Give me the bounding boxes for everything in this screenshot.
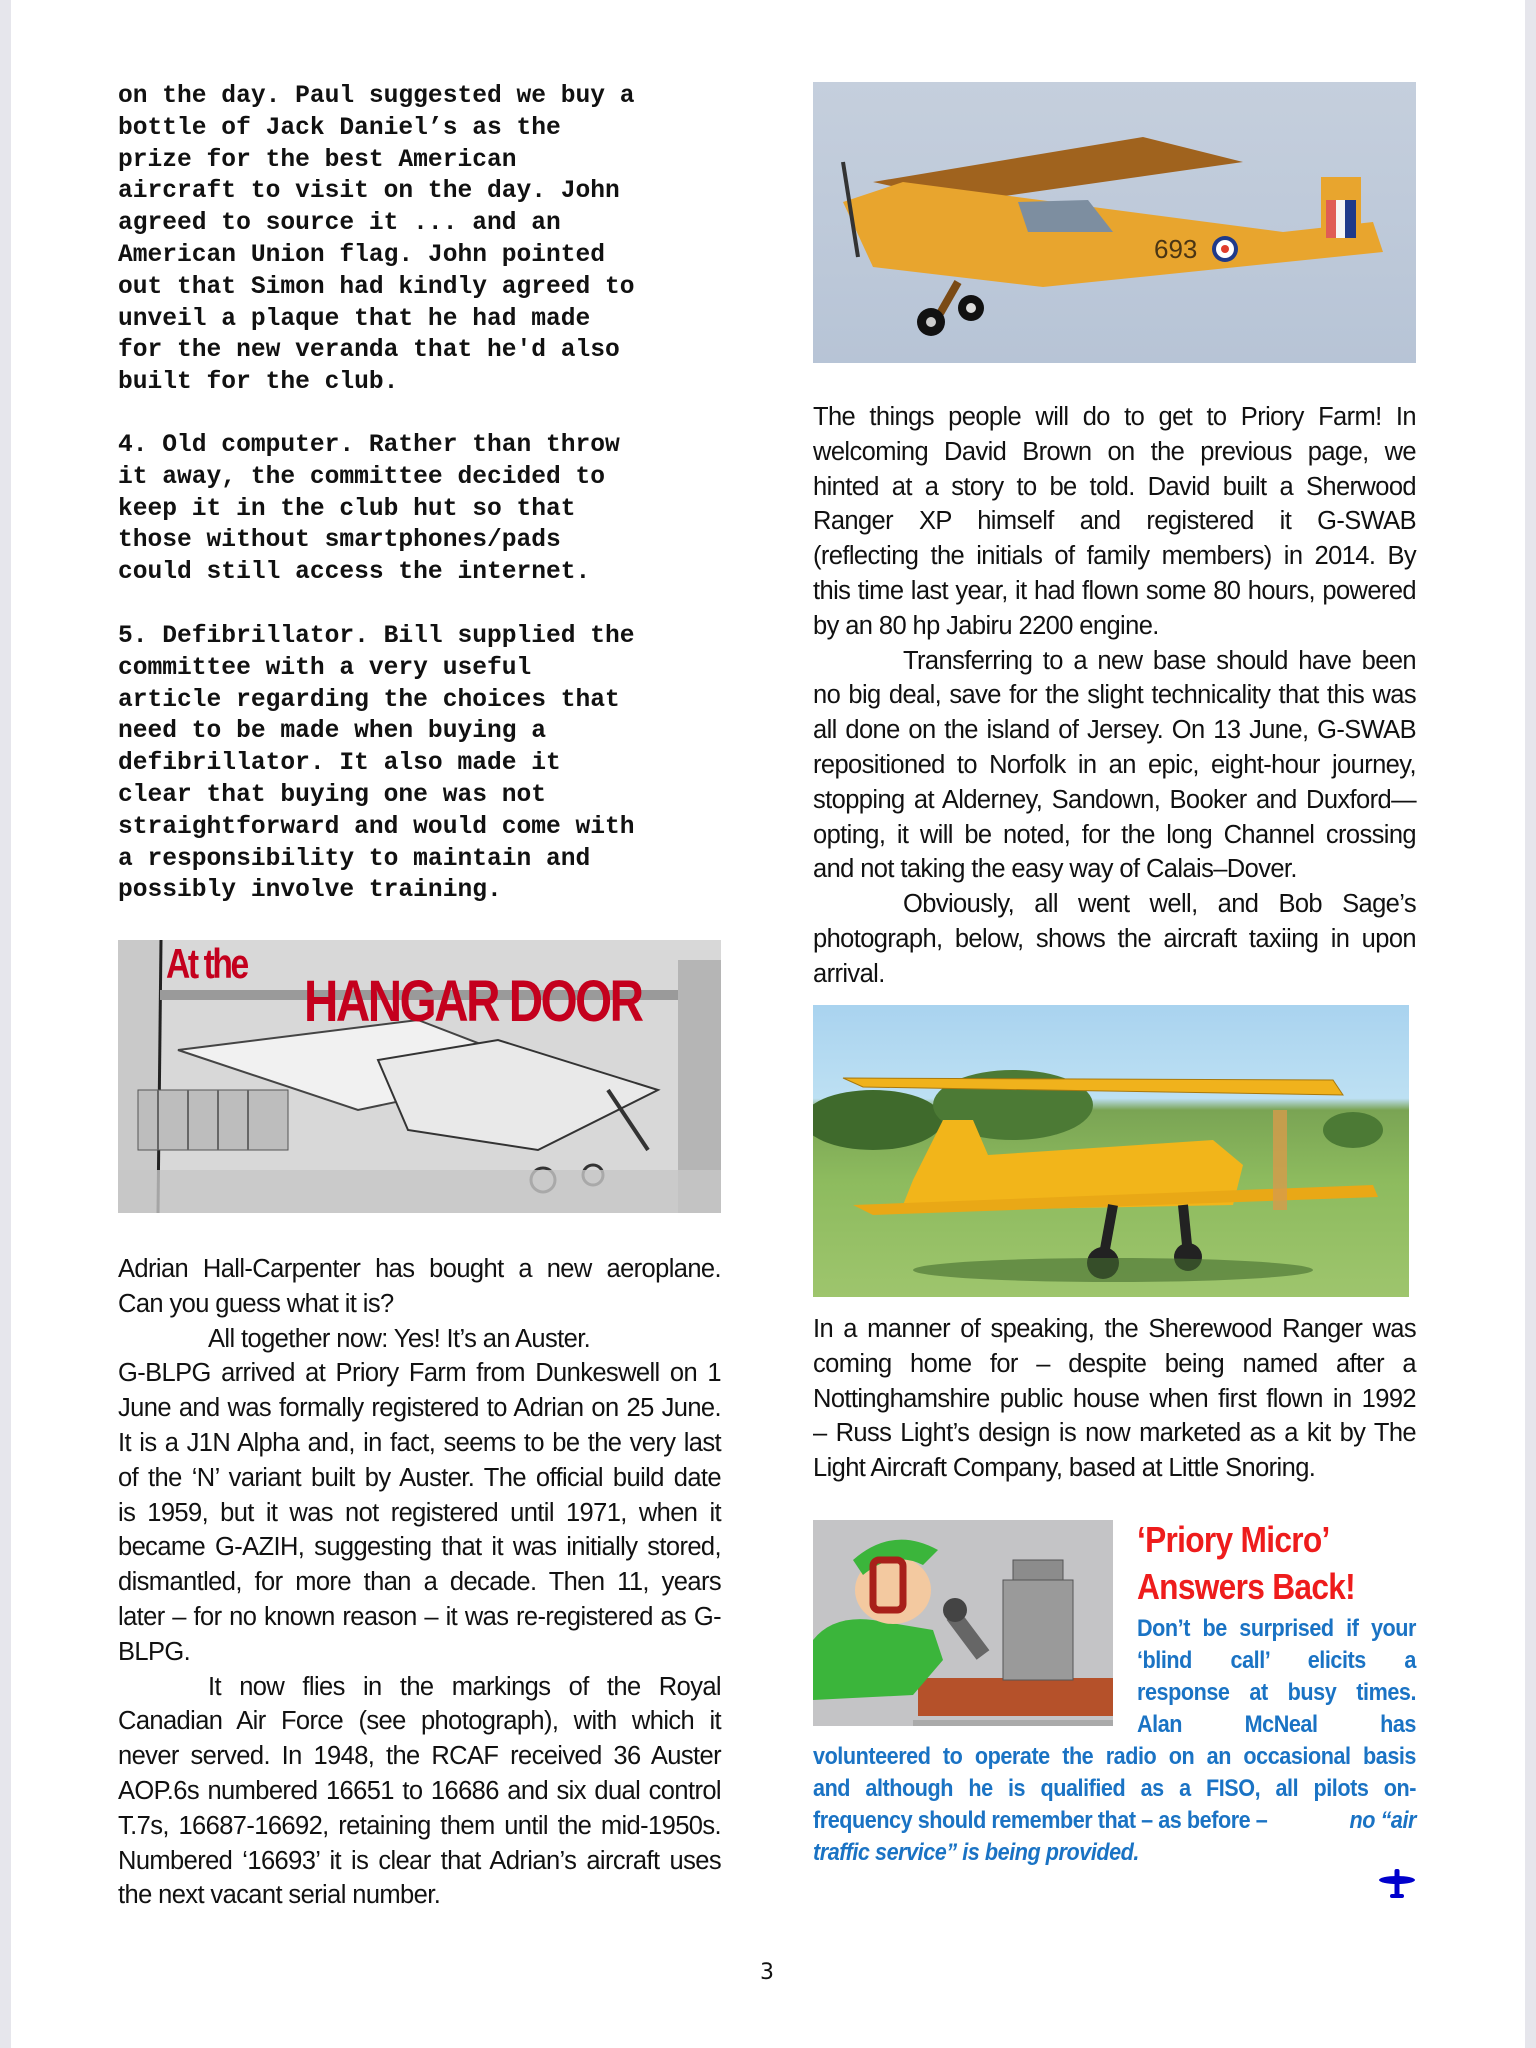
right-page-gutter xyxy=(1525,0,1536,2048)
hangar-door-article xyxy=(118,1252,721,1913)
article-line: coming home for – despite being named after a xyxy=(813,1349,1416,1378)
article-line: Transferring to a new base should have been xyxy=(903,646,1416,675)
article-line: welcoming David Brown on the previous page, we xyxy=(813,437,1416,466)
article-line: Obviously, all went well, and Bob Sage’s xyxy=(903,890,1416,919)
article-line: All together now: Yes! It’s an Auster. xyxy=(208,1324,591,1353)
article-line: repositioned to Norfolk in an epic, eight-hour journey, xyxy=(813,750,1416,779)
body-text: frequency should remember that – as before – xyxy=(813,1807,1268,1834)
typed-line: it away, the committee decided to xyxy=(118,463,606,491)
article-line: Nottinghamshire public house when first flown in 1992 xyxy=(813,1384,1416,1413)
italic-notice-end: traffic service” is being provided. xyxy=(813,1839,1139,1866)
article-line: photograph, below, shows the aircraft taxiing in upon xyxy=(813,924,1416,953)
typed-line: out that Simon had kindly agreed to xyxy=(118,273,635,301)
sherwood-ranger-photo xyxy=(813,1005,1409,1297)
body-line: and although he is qualified as a FISO, all pilots on- xyxy=(813,1775,1416,1802)
banner-title-big: HANGAR DOOR xyxy=(304,969,642,1034)
typed-line: those without smartphones/pads xyxy=(118,527,561,555)
article-line: Numbered ‘16693’ it is clear that Adrian’s aircraft uses xyxy=(118,1846,721,1875)
article-line: T.7s, 16687-16692, retaining them until the mid-1950s. xyxy=(118,1811,721,1840)
typed-line: committee with a very useful xyxy=(118,654,532,682)
minutes-continuation xyxy=(118,81,728,399)
typed-line: unveil a plaque that he had made xyxy=(118,305,591,333)
radio-operator-illustration xyxy=(813,1520,1113,1726)
article-line: It is a J1N Alpha and, in fact, seems to be the very last xyxy=(118,1428,721,1457)
typed-line: defibrillator. It also made it xyxy=(118,750,561,778)
italic-notice-start: no “air xyxy=(1349,1807,1416,1834)
page-number: 3 xyxy=(760,1960,774,1985)
article-line: Ranger XP himself and registered it G-SWAB xyxy=(813,507,1416,536)
typed-line: bottle of Jack Daniel’s as the xyxy=(118,114,561,142)
typed-line: possibly involve training. xyxy=(118,877,502,905)
body-line: ‘blind call’ elicits a xyxy=(1137,1647,1416,1674)
article-line: is 1959, but it was not registered until 1971, when it xyxy=(118,1498,721,1527)
radio-operator-cartoon xyxy=(813,1520,1113,1726)
article-line: hinted at a story to be told. David built a Sherwood xyxy=(813,472,1416,501)
typed-line: keep it in the club hut so that xyxy=(118,495,576,523)
auster-aircraft-illustration xyxy=(813,82,1416,363)
typed-line: could still access the internet. xyxy=(118,559,591,587)
aeroplane-icon xyxy=(1378,1868,1416,1902)
article-line: Canadian Air Force (see photograph), with which it xyxy=(118,1707,721,1736)
article-line: Light Aircraft Company, based at Little Snoring. xyxy=(813,1454,1316,1483)
article-line: Can you guess what it is? xyxy=(118,1289,394,1318)
g-swab-article xyxy=(813,400,1416,992)
typed-line: aircraft to visit on the day. John xyxy=(118,178,620,206)
headline-line-2: Answers Back! xyxy=(1137,1566,1355,1607)
article-line: arrival. xyxy=(813,959,885,988)
article-line: stopping at Alderney, Sandown, Booker and Duxford— xyxy=(813,785,1416,814)
body-line: volunteered to operate the radio on an occasional basis xyxy=(813,1743,1416,1770)
priory-micro-body-wrapped xyxy=(1137,1613,1416,1741)
article-line: AOP.6s numbered 16651 to 16686 and six dual control xyxy=(118,1776,721,1805)
article-line: and not taking the easy way of Calais–Dover. xyxy=(813,855,1297,884)
typed-line: article regarding the choices that xyxy=(118,686,620,714)
auster-aircraft-photo xyxy=(813,82,1416,363)
article-line: later – for no known reason – it was re-registered as G- xyxy=(118,1602,721,1631)
article-line: The things people will do to get to Priory Farm! In xyxy=(813,403,1416,431)
priory-micro-body-full xyxy=(813,1741,1416,1869)
headline-line-1: ‘Priory Micro’ xyxy=(1137,1519,1330,1560)
typed-line: American Union flag. John pointed xyxy=(118,241,606,269)
article-line: dismantled, for more than a decade. Then 11, years xyxy=(118,1568,721,1597)
priory-micro-headline xyxy=(1137,1516,1355,1610)
serial-marking: 693 xyxy=(1154,234,1198,264)
article-line: It now flies in the markings of the Royal xyxy=(208,1672,721,1701)
typed-line: 4. Old computer. Rather than throw xyxy=(118,432,620,459)
typed-line: a responsibility to maintain and xyxy=(118,845,591,873)
typed-line: clear that buying one was not xyxy=(118,781,547,809)
typed-line: for the new veranda that he'd also xyxy=(118,337,620,365)
article-line: all done on the island of Jersey. On 13 June, G-SWAB xyxy=(813,716,1416,745)
body-line: Don’t be surprised if your xyxy=(1137,1615,1416,1642)
typed-line: agreed to source it ... and an xyxy=(118,210,561,238)
article-line: Adrian Hall-Carpenter has bought a new aeroplane. xyxy=(118,1255,721,1283)
article-line: of the ‘N’ variant built by Auster. The official build date xyxy=(118,1463,721,1492)
article-line: opting, it will be noted, for the long Channel crossing xyxy=(813,820,1416,849)
article-line: by an 80 hp Jabiru 2200 engine. xyxy=(813,611,1159,640)
article-line: the next vacant serial number. xyxy=(118,1881,441,1910)
typed-line: 5. Defibrillator. Bill supplied the xyxy=(118,623,635,650)
article-line: In a manner of speaking, the Sherewood Ranger was xyxy=(813,1315,1416,1343)
article-line: BLPG. xyxy=(118,1637,191,1666)
article-line: G-BLPG arrived at Priory Farm from Dunkeswell on 1 xyxy=(118,1359,721,1388)
left-page-gutter xyxy=(0,0,11,2048)
body-line: Alan McNeal has xyxy=(1137,1711,1416,1738)
typed-line: straightforward and would come with xyxy=(118,813,635,841)
biplane-illustration xyxy=(813,1005,1409,1297)
hangar-door-banner-image xyxy=(118,940,721,1213)
article-line: this time last year, it had flown some 80 hours, powered xyxy=(813,576,1416,605)
body-line xyxy=(813,1805,1416,1837)
article-line: June and was formally registered to Adrian on 25 June. xyxy=(118,1394,721,1423)
minutes-item-5 xyxy=(118,621,728,907)
minutes-item-4 xyxy=(118,430,728,589)
article-line: – Russ Light’s design is now marketed as a kit by The xyxy=(813,1419,1416,1448)
banner-title-small: At the xyxy=(166,940,247,987)
article-line: became G-AZIH, suggesting that it was initially stored, xyxy=(118,1533,721,1562)
article-line: no big deal, save for the slight technicality that this was xyxy=(813,681,1416,710)
article-line: never served. In 1948, the RCAF received 36 Auster xyxy=(118,1742,721,1771)
typed-line: need to be made when buying a xyxy=(118,718,547,746)
article-line: (reflecting the initials of family members) in 2014. By xyxy=(813,542,1416,571)
typed-line: prize for the best American xyxy=(118,146,517,174)
sherwood-ranger-article xyxy=(813,1312,1416,1486)
typed-line: built for the club. xyxy=(118,369,399,397)
typed-line: on the day. Paul suggested we buy a xyxy=(118,83,635,110)
body-line: response at busy times. xyxy=(1137,1679,1416,1706)
